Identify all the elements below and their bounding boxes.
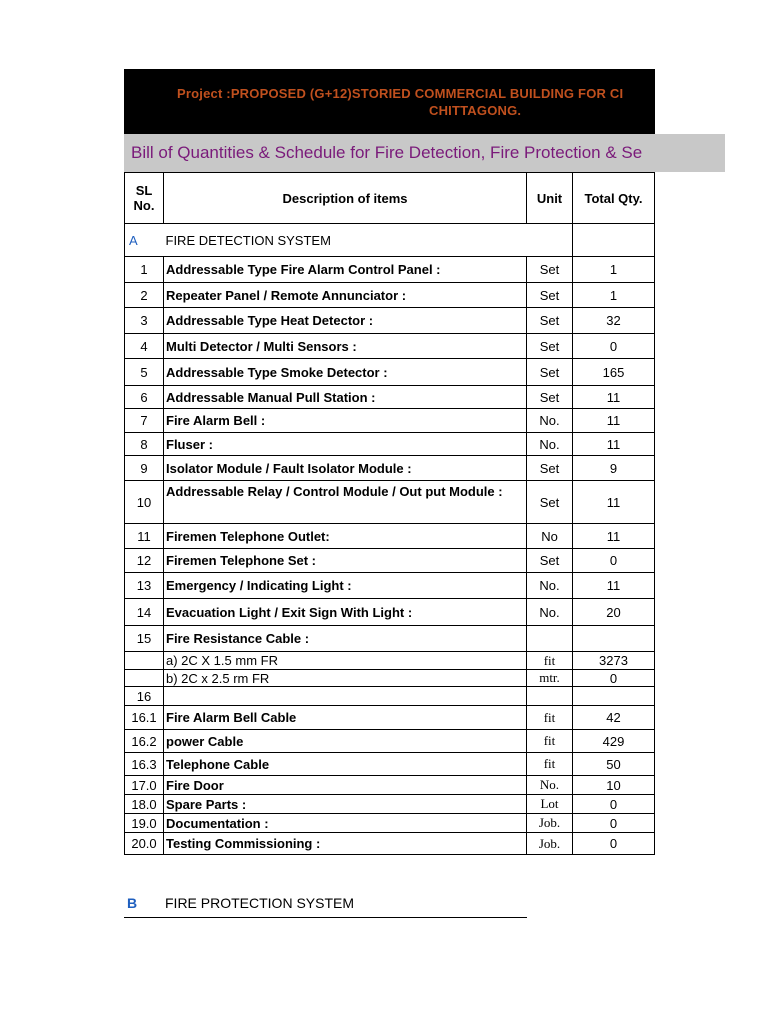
row-qty: 3273 <box>573 652 655 670</box>
row-description: Addressable Type Fire Alarm Control Panel : <box>164 257 527 283</box>
row-description: Firemen Telephone Outlet: <box>164 524 527 549</box>
row-qty: 0 <box>573 670 655 687</box>
row-description: Fire Alarm Bell : <box>164 409 527 433</box>
row-qty: 20 <box>573 599 655 626</box>
row-description: Addressable Manual Pull Station : <box>164 386 527 409</box>
table-row <box>125 626 655 652</box>
row-unit: Set <box>527 549 573 573</box>
row-unit <box>527 687 573 706</box>
row-qty: 11 <box>573 386 655 409</box>
row-unit: Set <box>527 283 573 308</box>
row-qty: 32 <box>573 308 655 334</box>
row-description: Spare Parts : <box>164 795 527 814</box>
row-sl: 16 <box>125 687 164 706</box>
row-unit: No. <box>527 409 573 433</box>
row-description: Repeater Panel / Remote Annunciator : <box>164 283 527 308</box>
row-description: Telephone Cable <box>164 753 527 776</box>
row-sl: 10 <box>125 481 164 524</box>
row-sl: 1 <box>125 257 164 283</box>
row-qty: 9 <box>573 456 655 481</box>
table-row <box>125 833 655 855</box>
row-unit: No <box>527 524 573 549</box>
row-sl: 16.2 <box>125 730 164 753</box>
table-row <box>125 308 655 334</box>
header-sl <box>125 173 164 224</box>
row-unit: Set <box>527 359 573 386</box>
row-description: Fire Alarm Bell Cable <box>164 706 527 730</box>
row-qty: 1 <box>573 257 655 283</box>
table-row <box>125 481 655 524</box>
row-description: Multi Detector / Multi Sensors : <box>164 334 527 359</box>
row-description: Isolator Module / Fault Isolator Module : <box>164 456 527 481</box>
row-description: Evacuation Light / Exit Sign With Light : <box>164 599 527 626</box>
row-unit: fit <box>527 730 573 753</box>
row-unit: No. <box>527 599 573 626</box>
row-qty: 0 <box>573 814 655 833</box>
boq-title: Bill of Quantities & Schedule for Fire Detection, Fire Protection & Se <box>131 143 643 162</box>
section-b-title: FIRE PROTECTION SYSTEM <box>165 895 355 911</box>
row-unit: Job. <box>527 814 573 833</box>
row-qty: 10 <box>573 776 655 795</box>
boq-table <box>124 172 655 855</box>
row-sl: 16.1 <box>125 706 164 730</box>
row-qty: 0 <box>573 549 655 573</box>
row-unit: fit <box>527 706 573 730</box>
row-qty: 50 <box>573 753 655 776</box>
row-description: Addressable Type Smoke Detector : <box>164 359 527 386</box>
row-unit: Set <box>527 308 573 334</box>
row-sl: 20.0 <box>125 833 164 855</box>
row-sl: 18.0 <box>125 795 164 814</box>
row-unit: fit <box>527 753 573 776</box>
row-qty: 11 <box>573 433 655 456</box>
row-qty: 0 <box>573 334 655 359</box>
row-qty: 1 <box>573 283 655 308</box>
table-row <box>125 549 655 573</box>
row-unit: Set <box>527 257 573 283</box>
table-row <box>125 753 655 776</box>
table-row <box>125 334 655 359</box>
row-qty: 42 <box>573 706 655 730</box>
row-unit: Set <box>527 456 573 481</box>
row-sl: 8 <box>125 433 164 456</box>
table-row <box>125 409 655 433</box>
row-description: Emergency / Indicating Light : <box>164 573 527 599</box>
row-unit <box>527 626 573 652</box>
boq-title-bar <box>124 134 725 172</box>
row-unit: No. <box>527 573 573 599</box>
table-row <box>125 573 655 599</box>
row-qty <box>573 687 655 706</box>
row-unit: Set <box>527 481 573 524</box>
row-unit: Set <box>527 334 573 359</box>
row-sl: 6 <box>125 386 164 409</box>
row-description: Documentation : <box>164 814 527 833</box>
table-row <box>125 730 655 753</box>
row-description: Fire Resistance Cable : <box>164 626 527 652</box>
section-a-title: FIRE DETECTION SYSTEM <box>164 224 527 257</box>
row-sl: 14 <box>125 599 164 626</box>
row-qty: 11 <box>573 524 655 549</box>
table-row <box>125 456 655 481</box>
table-row <box>125 687 655 706</box>
row-unit: No. <box>527 433 573 456</box>
row-sl: 3 <box>125 308 164 334</box>
row-description: Addressable Relay / Control Module / Out put Module : <box>164 481 527 524</box>
row-sl <box>125 670 164 687</box>
section-b-letter: B <box>127 895 138 911</box>
row-qty: 165 <box>573 359 655 386</box>
row-sl: 15 <box>125 626 164 652</box>
project-header <box>124 69 655 134</box>
section-a-unit-blank <box>527 224 573 257</box>
section-a-letter: A <box>125 224 164 257</box>
row-description: a) 2C X 1.5 mm FR <box>164 652 527 670</box>
row-unit: Job. <box>527 833 573 855</box>
row-description: b) 2C x 2.5 rm FR <box>164 670 527 687</box>
table-row <box>125 283 655 308</box>
table-row <box>125 386 655 409</box>
row-unit: Set <box>527 386 573 409</box>
section-a-qty-blank <box>573 224 655 257</box>
row-sl: 13 <box>125 573 164 599</box>
row-description: Fluser : <box>164 433 527 456</box>
row-qty: 0 <box>573 833 655 855</box>
table-row <box>125 599 655 626</box>
row-sl: 16.3 <box>125 753 164 776</box>
project-title-line2: CHITTAGONG. <box>429 103 522 118</box>
row-sl: 4 <box>125 334 164 359</box>
row-sl: 7 <box>125 409 164 433</box>
row-sl: 19.0 <box>125 814 164 833</box>
row-qty: 11 <box>573 409 655 433</box>
row-description <box>164 687 527 706</box>
project-title-line1: Project :PROPOSED (G+12)STORIED COMMERCIAL BUILDING FOR CI <box>177 86 624 101</box>
table-row <box>125 359 655 386</box>
row-sl: 11 <box>125 524 164 549</box>
row-qty: 429 <box>573 730 655 753</box>
header-sl-label: SL <box>135 183 153 198</box>
row-unit: fit <box>527 652 573 670</box>
header-qty: Total Qty. <box>573 173 655 224</box>
row-description: Fire Door <box>164 776 527 795</box>
table-header-row <box>125 173 655 224</box>
table-row <box>125 257 655 283</box>
row-sl: 12 <box>125 549 164 573</box>
row-sl <box>125 652 164 670</box>
row-unit: Lot <box>527 795 573 814</box>
row-qty <box>573 626 655 652</box>
header-no-label: No. <box>133 198 155 213</box>
header-unit: Unit <box>527 173 573 224</box>
table-row <box>125 433 655 456</box>
row-qty: 11 <box>573 573 655 599</box>
table-row <box>125 776 655 795</box>
row-qty: 0 <box>573 795 655 814</box>
row-sl: 2 <box>125 283 164 308</box>
table-row <box>125 652 655 670</box>
row-description: Firemen Telephone Set : <box>164 549 527 573</box>
row-sl: 9 <box>125 456 164 481</box>
row-description: power Cable <box>164 730 527 753</box>
row-sl: 5 <box>125 359 164 386</box>
table-row <box>125 670 655 687</box>
section-a-row <box>125 224 655 257</box>
table-row <box>125 706 655 730</box>
header-desc: Description of items <box>164 173 527 224</box>
row-description: Addressable Type Heat Detector : <box>164 308 527 334</box>
table-row <box>125 814 655 833</box>
row-qty: 11 <box>573 481 655 524</box>
row-unit: No. <box>527 776 573 795</box>
table-row <box>125 795 655 814</box>
row-unit: mtr. <box>527 670 573 687</box>
row-description: Testing Commissioning : <box>164 833 527 855</box>
row-sl: 17.0 <box>125 776 164 795</box>
section-b-heading <box>124 892 527 918</box>
table-row <box>125 524 655 549</box>
